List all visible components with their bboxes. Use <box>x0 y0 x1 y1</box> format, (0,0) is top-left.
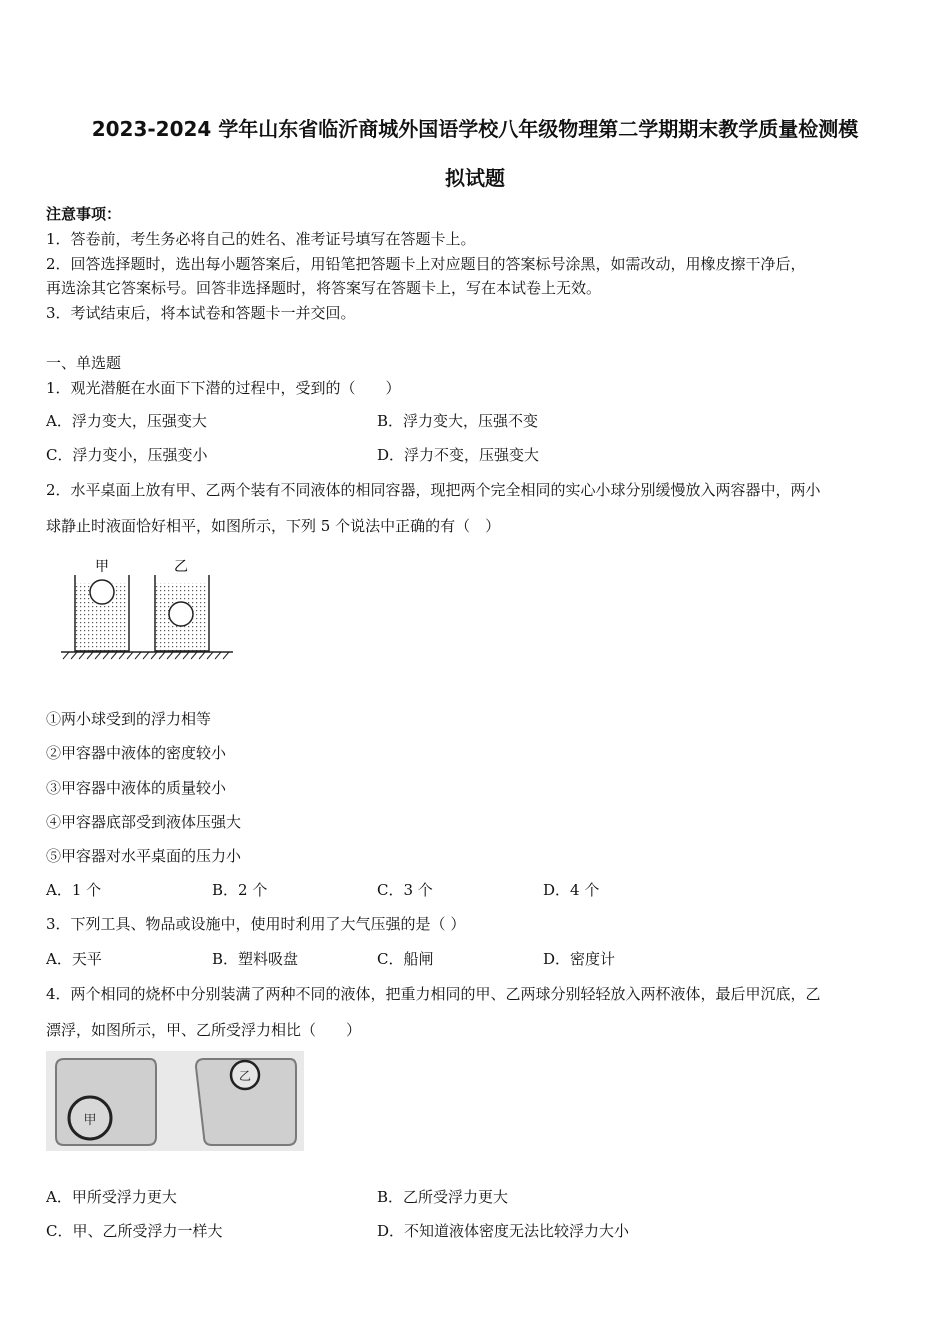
q2-label-yi: 乙 <box>174 559 188 575</box>
q3-option-d: D．密度计 <box>543 950 616 968</box>
q2-statement-5: ⑤甲容器对水平桌面的压力小 <box>46 847 242 865</box>
q4-beaker-jia <box>56 1059 156 1145</box>
q3-option-b: B．塑料吸盘 <box>212 950 299 968</box>
q2-table-surface <box>61 652 233 659</box>
q2-stem-line1: 2．水平桌面上放有甲、乙两个装有不同液体的相同容器，现把两个完全相同的实心小球分别缓慢放入两容器中，两小 <box>46 481 821 499</box>
notice-item-1: 1．答卷前，考生务必将自己的姓名、准考证号填写在答题卡上。 <box>46 230 476 248</box>
q1-stem: 1．观光潜艇在水面下下潜的过程中，受到的（ ） <box>46 379 401 397</box>
notice-item-2: 2．回答选择题时，选出每小题答案后，用铅笔把答题卡上对应题目的答案标号涂黑，如需改动，用橡皮擦干净后， <box>46 255 806 273</box>
q2-statement-3: ③甲容器中液体的质量较小 <box>46 779 227 797</box>
notice-item-3: 3．考试结束后，将本试卷和答题卡一并交回。 <box>46 304 356 322</box>
q2-option-a: A．1 个 <box>46 881 102 899</box>
q2-option-b: B．2 个 <box>212 881 268 899</box>
q2-container-yi <box>155 575 209 651</box>
q2-containers-figure <box>55 553 240 665</box>
q4-stem-line2: 漂浮，如图所示，甲、乙所受浮力相比（ ） <box>46 1021 362 1039</box>
q4-option-d: D．不知道液体密度无法比较浮力大小 <box>377 1222 630 1240</box>
q3-stem: 3．下列工具、物品或设施中，使用时利用了大气压强的是（ ） <box>46 915 466 933</box>
section-title: 一、单选题 <box>46 354 122 372</box>
q1-option-a: A．浮力变大，压强变大 <box>46 412 207 430</box>
q2-statement-4: ④甲容器底部受到液体压强大 <box>46 813 242 831</box>
q2-statement-1: ①两小球受到的浮力相等 <box>46 710 212 728</box>
q2-statement-2: ②甲容器中液体的密度较小 <box>46 744 227 762</box>
q4-option-a: A．甲所受浮力更大 <box>46 1188 177 1206</box>
q2-container-jia <box>75 575 129 651</box>
q3-option-c: C．船闸 <box>377 950 434 968</box>
q4-option-b: B．乙所受浮力更大 <box>377 1188 509 1206</box>
q1-option-b: B．浮力变大，压强不变 <box>377 412 539 430</box>
q2-ball-yi <box>169 602 193 626</box>
q4-label-yi: 乙 <box>238 1069 252 1083</box>
q4-stem-line1: 4．两个相同的烧杯中分别装满了两种不同的液体，把重力相同的甲、乙两球分别轻轻放入两杯液体，最后甲沉底，乙 <box>46 985 821 1003</box>
q4-beakers-photo <box>46 1051 304 1151</box>
q4-option-c: C．甲、乙所受浮力一样大 <box>46 1222 223 1240</box>
q3-option-a: A．天平 <box>46 950 102 968</box>
q1-option-d: D．浮力不变，压强变大 <box>377 446 540 464</box>
q4-label-jia: 甲 <box>83 1113 97 1128</box>
exam-title-line1: 2023-2024 学年山东省临沂商城外国语学校八年级物理第二学期期末教学质量检测模 <box>91 117 859 141</box>
q1-option-c: C．浮力变小，压强变小 <box>46 446 208 464</box>
q4-beaker-yi <box>196 1059 296 1145</box>
q2-option-d: D．4 个 <box>543 881 600 899</box>
q2-option-c: C．3 个 <box>377 881 433 899</box>
q2-stem-line2: 球静止时液面恰好相平，如图所示，下列 5 个说法中正确的有（ ） <box>46 517 501 535</box>
q2-label-jia: 甲 <box>95 559 109 575</box>
notice-heading: 注意事项： <box>46 205 122 223</box>
q2-ball-jia <box>90 580 114 604</box>
notice-item-2-continued: 再选涂其它答案标号。回答非选择题时，将答案写在答题卡上，写在本试卷上无效。 <box>46 279 602 297</box>
exam-title-line2: 拟试题 <box>445 166 505 190</box>
